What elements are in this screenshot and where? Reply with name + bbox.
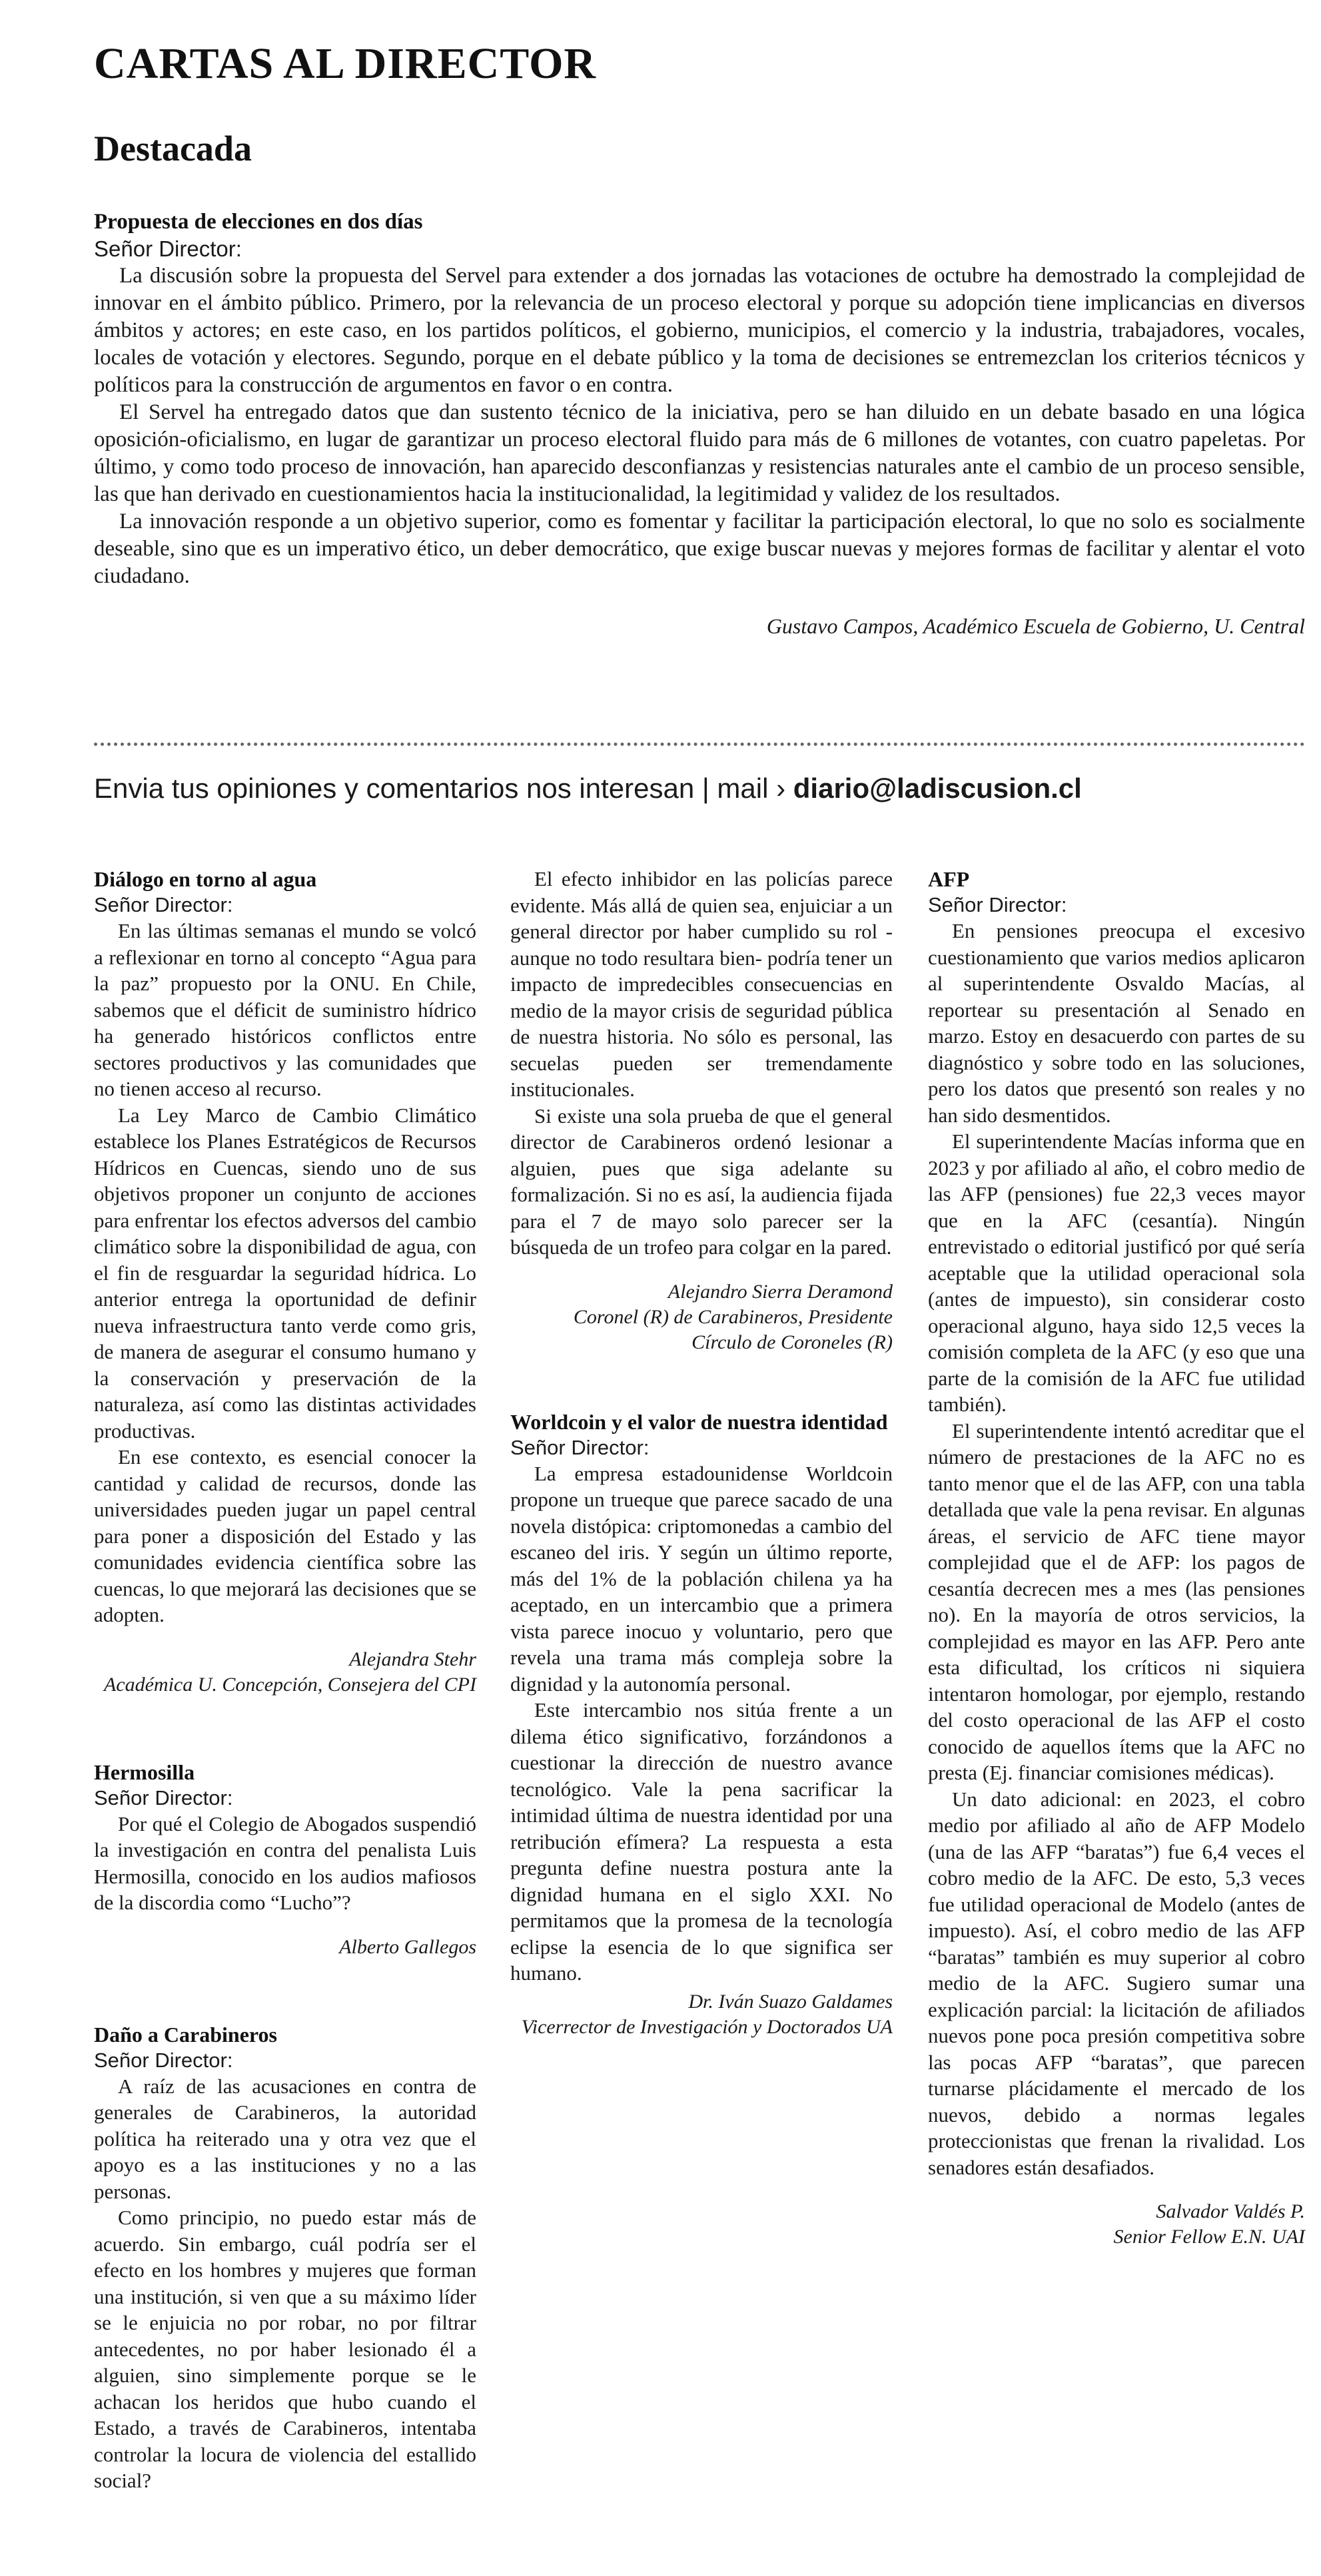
letter-paragraph: La innovación responde a un objetivo superior, como es fomentar y facilitar la participación electoral, lo que no solo es socialmente deseable, sino que es un imperativo ético, un deber democrático, que exige buscar nuevas y mejores formas de facilitar y alentar el voto ciudadano. <box>94 509 1305 588</box>
letter-paragraph: En ese contexto, es esencial conocer la cantidad y calidad de recursos, donde las universidades pueden jugar un papel central para poner a disposición del Estado y las comunidades evidencia científica sobre las cuencas, lo que mejorará las decisiones que se adopten. <box>94 1445 476 1626</box>
contact-email-link[interactable]: diario@ladiscusion.cl <box>793 773 1082 804</box>
letter-paragraph: La discusión sobre la propuesta del Servel para extender a dos jornadas las votaciones de octubre ha demostrado la complejidad de innovar en el ámbito público. Primero, por la relevancia de un proceso electoral y porque su adopción tiene implicancias en diversos ámbitos y actores; en este caso, en los partidos políticos, el gobierno, municipios, el comercio y la industria, trabajadores, vocales, locales de votación y electores. Segundo, porque en el debate público y la toma de decisiones se entremezclan los criterios técnicos y políticos para la construcción de argumentos en favor o en contra. <box>94 264 1305 397</box>
signature-affiliation: Académica U. Concepción, Consejera del CPI <box>103 1673 476 1696</box>
letter-title: Hermosilla <box>94 1760 195 1784</box>
letter-afp <box>928 866 1305 2250</box>
letter-paragraph: El Servel ha entregado datos que dan sustento técnico de la iniciativa, pero se han diluido en un debate basado en una lógica oposición-oficialismo, en lugar de garantizar un proceso electoral fluido para más de 6 millones de votantes, con cuatro papeletas. Por último, y como todo proceso de innovación, han aparecido desconfianzas y resistencias naturales ante el cambio de un proceso sensible, las que han derivado en cuestionamientos hacia la institucionalidad, la legitimidad y validez de los resultados. <box>94 400 1305 506</box>
letter-title: Propuesta de elecciones en dos días <box>94 210 423 234</box>
letter-paragraph: Como principio, no puedo estar más de acuerdo. Sin embargo, cuál podría ser el efecto en los hombres y mujeres que forman una institución, si ven que a su máximo líder se le enjuicia no por robar, no por filtrar antecedentes, no por haber lesionado él a alguien, sino simplemente porque se le achacan los heridos que hubo cuando el Estado, a través de Carabineros, intentaba controlar la locura de violencia del estallido social? <box>94 2206 476 2492</box>
letter-paragraph: En las últimas semanas el mundo se volcó a reflexionar en torno al concepto “Agua para la paz” propuesto por la ONU. En Chile, sabemos que el déficit de suministro hídrico ha generado históricos conflictos entre sectores productivos y las comunidades que no tienen acceso al recurso. <box>94 919 476 1100</box>
signature-name: Dr. Iván Suazo Galdames <box>688 1990 893 2013</box>
letter-salutation: Señor Director: <box>928 893 1067 916</box>
letter-paragraph: Si existe una sola prueba de que el general director de Carabineros ordenó lesionar a alguien, pues que siga adelante su formalización. Si no es así, la audiencia fijada para el 7 de mayo solo parecer ser la búsqueda de un trofeo para colgar en la pared. <box>510 1104 893 1259</box>
column-2 <box>510 866 893 2040</box>
letter-salutation: Señor Director: <box>94 2048 233 2072</box>
letter-signature: Gustavo Campos, Académico Escuela de Gobierno, U. Central <box>766 614 1305 638</box>
featured-letter <box>94 208 1305 639</box>
column-1 <box>94 866 476 2494</box>
letter-hermosilla <box>94 1759 476 1960</box>
dotted-divider <box>94 743 1305 746</box>
letter-paragraph: Este intercambio nos sitúa frente a un dilema ético significativo, forzándonos a cuestionar la dirección de nuestro avance tecnológico. Vale la pena sacrificar la intimidad última de nuestra identidad por una retribución efímera? La respuesta a esta pregunta define nuestra postura ante la dignidad humana en el siglo XXI. No permitamos que la promesa de la tecnología eclipse la esencia de lo que significa ser humano. <box>510 1698 893 1985</box>
letter-worldcoin <box>510 1409 893 2040</box>
letter-signature <box>94 1647 476 1698</box>
letter-title: Daño a Carabineros <box>94 2022 277 2047</box>
section-title-featured: Destacada <box>94 129 252 168</box>
letter-paragraph: La Ley Marco de Cambio Climático establece los Planes Estratégicos de Recursos Hídricos en Cuencas, siendo uno de sus objetivos proponer un conjunto de acciones para enfrentar los efectos adversos del cambio climático sobre la disponibilidad de agua, con el fin de resguardar la seguridad hídrica. Lo anterior entrega la oportunidad de definir nueva infraestructura tanto verde como gris, de manera de asegurar el consumo humano y la conservación y preservación de la naturaleza, así como las distintas actividades productivas. <box>94 1103 476 1443</box>
page-title: CARTAS AL DIRECTOR <box>94 39 597 88</box>
letter-signature <box>510 1989 893 2040</box>
letter-agua <box>94 866 476 1698</box>
signature-name: Alejandro Sierra Deramond <box>667 1280 893 1303</box>
column-3 <box>928 866 1305 2250</box>
letter-carabineros <box>94 2021 476 2494</box>
letter-signature <box>928 2199 1305 2250</box>
letter-salutation: Señor Director: <box>94 1785 233 1809</box>
letter-paragraph: El efecto inhibidor en las policías parece evidente. Más allá de quien sea, enjuiciar a un general director por haber cumplido su rol -aunque no todo resultara bien- podría tener un impacto de impredecibles consecuencias en medio de la mayor crisis de seguridad pública de nuestra historia. No sólo es personal, las secuelas pueden ser tremendamente institucionales. <box>510 867 893 1101</box>
contact-text: Envia tus opiniones y comentarios nos interesan | mail › <box>94 773 793 804</box>
signature-affiliation: Senior Fellow E.N. UAI <box>1113 2226 1305 2248</box>
letter-title: AFP <box>928 867 970 891</box>
letter-paragraph: Por qué el Colegio de Abogados suspendió la investigación en contra del penalista Luis Hermosilla, conocido en los audios mafiosos de la discordia como “Lucho”? <box>94 1811 476 1914</box>
letter-salutation: Señor Director: <box>94 236 242 261</box>
letter-paragraph: El superintendente Macías informa que en 2023 y por afiliado al año, el cobro medio de las AFP (pensiones) fue 22,3 veces mayor que en la AFC (cesantía). Ningún entrevistado o editorial justificó por qué sería aceptable que la utilidad operacional sola (antes de impuesto), sin considerar costo operacional alguno, haya sido 12,5 veces la comisión completa de la AFC (y eso que una parte de la comisión de la AFC fue utilidad también). <box>928 1129 1305 1416</box>
letter-salutation: Señor Director: <box>94 893 233 916</box>
contact-line <box>94 773 1082 805</box>
letter-paragraph: La empresa estadounidense Worldcoin propone un trueque que parece sacado de una novela distópica: criptomonedas a cambio del escaneo del iris. Y según un último reporte, más del 1% de la población chilena ya ha aceptado, en un intercambio que a primera vista parece inocuo y voluntario, pero que revela una trama más compleja sobre la dignidad y la autonomía personal. <box>510 1461 893 1696</box>
letter-paragraph: En pensiones preocupa el excesivo cuestionamiento que varios medios aplicaron al superintendente Osvaldo Macías, al reportear su presentación al Senado en marzo. Estoy en desacuerdo con partes de su diagnóstico y sobre todo en las soluciones, pero los datos que presentó son reales y no han sido desmentidos. <box>928 919 1305 1127</box>
letter-paragraph: Un dato adicional: en 2023, el cobro medio por afiliado al año de AFP Modelo (una de las AFP “baratas”) fue 6,4 veces el cobro medio de la AFC. De esto, 5,3 veces fue utilidad operacional de Modelo (antes de impuesto). Así, el cobro medio de las AFP “baratas” también es muy superior al cobro medio de la AFC. Sugiero sumar una explicación parcial: la licitación de afiliados nuevos pone poca presión competitiva sobre las pocas AFP “baratas”, que parecen turnarse plácidamente el mercado de los nuevos, debido a normas legales proteccionistas que frenan la rivalidad. Los senadores están desafiados. <box>928 1787 1305 2179</box>
letter-signature: Alberto Gallegos <box>339 1935 476 1958</box>
letter-title: Worldcoin y el valor de nuestra identidad <box>510 1409 888 1434</box>
signature-name: Alejandra Stehr <box>349 1648 476 1670</box>
signature-name: Salvador Valdés P. <box>1156 2200 1305 2222</box>
letter-salutation: Señor Director: <box>510 1435 650 1459</box>
signature-affiliation: Vicerrector de Investigación y Doctorados UA <box>521 2015 893 2038</box>
letter-title: Diálogo en torno al agua <box>94 867 317 891</box>
letter-paragraph: El superintendente intentó acreditar que el número de prestaciones de la AFC no es tanto menor que el de las AFP, con una tabla detallada que vale la pena revisar. En algunas áreas, el servicio de AFC tiene mayor complejidad que el de AFP: los pagos de cesantía decrecen mes a mes (las pensiones no). En la mayoría de otros servicios, la complejidad es mayor en las AFP. Pero ante esta dificultad, los críticos ni siquiera intentaron homologar, por ejemplo, restando del costo operacional de las AFP el costo conocido de aquellos ítems que la AFC no presta (Ej. financiar comisiones médicas). <box>928 1419 1305 1784</box>
signature-affiliation: Coronel (R) de Carabineros, Presidente Círculo de Coroneles (R) <box>573 1305 893 1353</box>
letter-paragraph: A raíz de las acusaciones en contra de generales de Carabineros, la autoridad política ha reiterado una y otra vez que el apoyo es a las instituciones y no a las personas. <box>94 2074 476 2203</box>
letter-carabineros-continued <box>510 866 893 1355</box>
letter-signature <box>510 1279 893 1355</box>
